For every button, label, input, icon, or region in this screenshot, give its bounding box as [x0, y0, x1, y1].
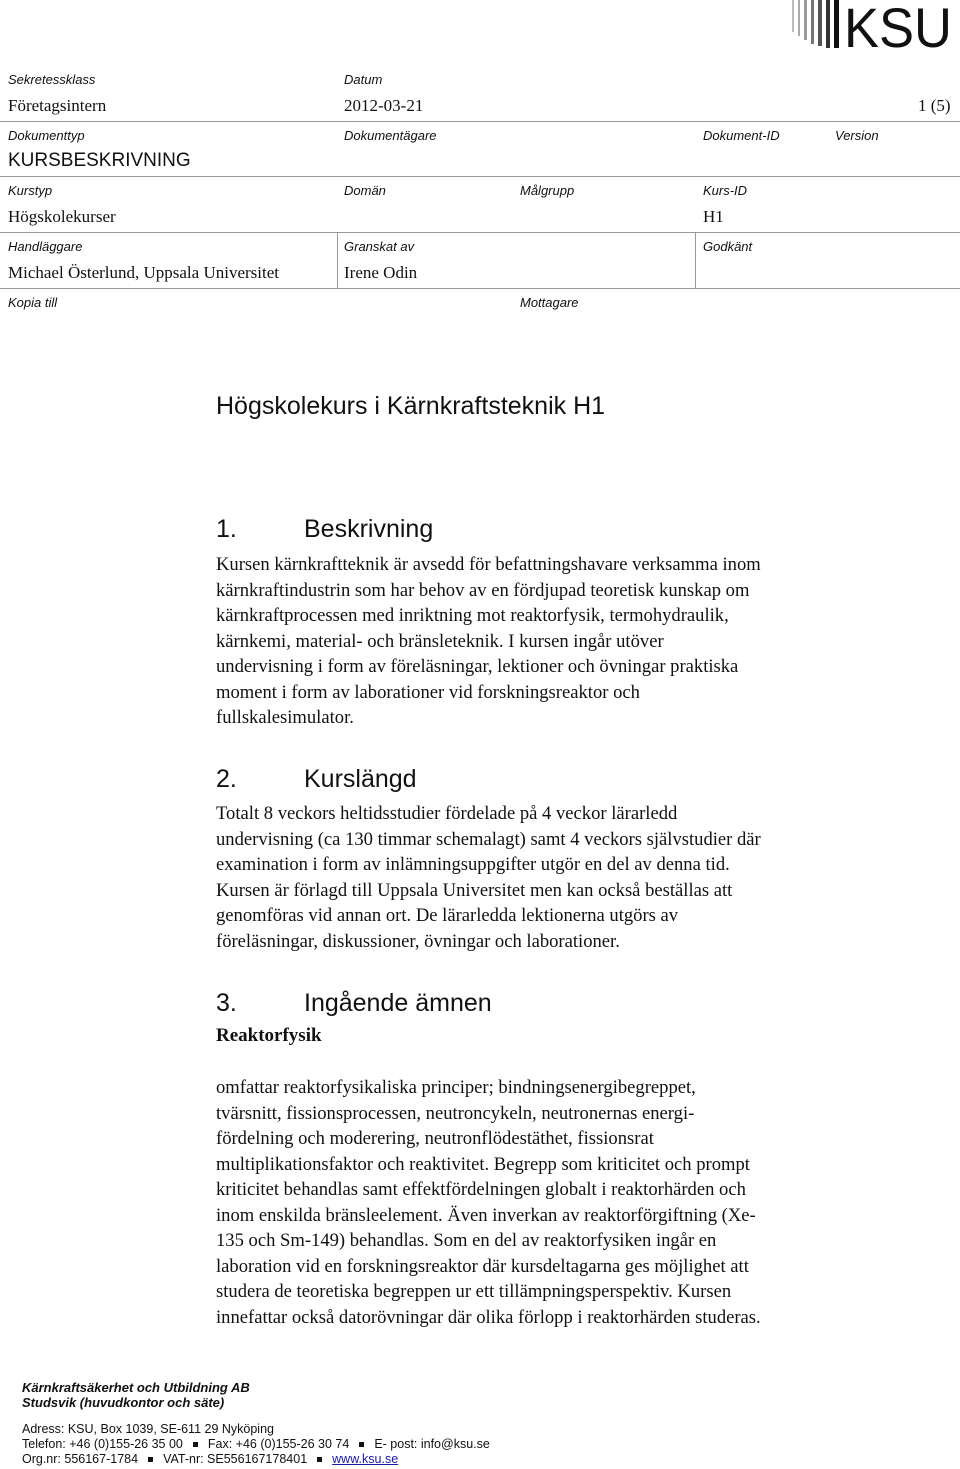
ksu-logo — [790, 0, 955, 52]
text-line: kärnkemi, material- och bränsleteknik. I kursen ingår utöver — [216, 630, 664, 652]
handlaggare-label: Handläggare — [8, 239, 83, 254]
malgrupp-label: Målgrupp — [520, 183, 575, 198]
text-line: inom enskilda bränsleelement. Även inverkan av reaktorförgiftning (Xe- — [216, 1204, 756, 1226]
text-line: undervisning (ca 130 timmar schemalagt) samt 4 veckors självstudier där — [216, 828, 761, 850]
footer-seat: Studsvik (huvudkontor och säte) — [22, 1395, 225, 1410]
divider — [0, 288, 960, 289]
footer — [22, 1380, 490, 1467]
text-line: kriticitet behandlas samt effektfördelningen globalt i reaktorhärden och — [216, 1179, 746, 1200]
footer-contact-row — [22, 1437, 490, 1452]
footer-email: E- post: info@ksu.se — [374, 1437, 490, 1451]
footer-fax: Fax: +46 (0)155-26 30 74 — [207, 1437, 350, 1451]
bullet-icon — [193, 1442, 198, 1447]
section-number: 1. — [216, 514, 237, 543]
text-line: Kursen är förlagd till Uppsala Universitet men kan också beställas att — [216, 879, 733, 901]
text-line: fördelning och moderering, neutronflödestäthet, fissionsrat — [216, 1128, 654, 1149]
text-line: multiplikationsfaktor och reaktivitet. Begrepp som kriticitet och prompt — [216, 1153, 750, 1175]
text-line: innefattar också datorövningar där olika förlopp i reaktorhärden studeras. — [216, 1306, 761, 1328]
text-line: moment i form av laborationer vid forskningsreaktor och — [216, 681, 640, 703]
kursid-label: Kurs-ID — [703, 183, 748, 198]
dokumentid-label: Dokument-ID — [703, 128, 780, 143]
kopia-label: Kopia till — [8, 295, 58, 310]
footer-registration-row — [22, 1452, 490, 1467]
section-title: Beskrivning — [304, 514, 434, 543]
kurstyp-label: Kurstyp — [8, 183, 53, 198]
section-kurslangd — [216, 762, 906, 954]
mottagare-label: Mottagare — [520, 295, 579, 310]
divider — [0, 121, 960, 122]
dokumenttyp-label: Dokumenttyp — [8, 128, 85, 143]
section-number: 3. — [216, 988, 237, 1017]
section-title: Ingående ämnen — [304, 988, 492, 1017]
footer-orgnr: Org.nr: 556167-1784 — [22, 1452, 139, 1466]
footer-phone: Telefon: +46 (0)155-26 35 00 — [22, 1437, 183, 1451]
divider — [337, 232, 338, 288]
footer-company: Kärnkraftsäkerhet och Utbildning AB — [22, 1380, 250, 1395]
text-line: fullskalesimulator. — [216, 707, 354, 728]
subheading-reaktorfysik: Reaktorfysik — [216, 1025, 322, 1046]
section-body — [216, 552, 906, 731]
bullet-icon — [148, 1457, 153, 1462]
text-line: kärnkraftprocessen med inriktning mot reaktorfysik, termohydraulik, — [216, 605, 729, 626]
text-line: 135 och Sm-149) behandlas. Som en del av reaktorfysiken ingår en — [216, 1230, 717, 1251]
divider — [0, 232, 960, 233]
text-line: genomföras vid annan ort. De lärarledda lektionerna utgörs av — [216, 905, 679, 926]
text-line: tvärsnitt, fissionsprocessen, neutroncykeln, neutronernas energi- — [216, 1102, 695, 1124]
section-ingaende-amnen — [216, 986, 906, 1330]
section-body — [216, 1075, 906, 1330]
text-line: Kursen kärnkraftteknik är avsedd för befattningshavare verksamma inom — [216, 554, 761, 575]
text-line: laboration vid en forskningsreaktor där kursdeltagarna ges möjlighet att — [216, 1255, 749, 1277]
granskat-label: Granskat av — [344, 239, 415, 254]
divider — [695, 232, 696, 288]
dokumenttyp-value: KURSBESKRIVNING — [8, 150, 191, 171]
section-number: 2. — [216, 764, 237, 793]
text-line: omfattar reaktorfysikaliska principer; bindningsenergibegreppet, — [216, 1077, 696, 1098]
section-title: Kurslängd — [304, 764, 417, 793]
handlaggare-value: Michael Österlund, Uppsala Universitet — [8, 263, 279, 282]
godkant-label: Godkänt — [703, 239, 753, 254]
text-line: undervisning i form av föreläsningar, lektioner och övningar praktiska — [216, 656, 739, 677]
sekretessklass-label: Sekretessklass — [8, 72, 96, 87]
document-title: Högskolekurs i Kärnkraftsteknik H1 — [216, 392, 606, 420]
text-line: föreläsningar, diskussioner, övningar och laborationer. — [216, 930, 620, 952]
sekretessklass-value: Företagsintern — [8, 96, 107, 115]
section-beskrivning — [216, 512, 906, 731]
dokumentagare-label: Dokumentägare — [344, 128, 437, 143]
section-body — [216, 801, 906, 954]
footer-address: Adress: KSU, Box 1039, SE-611 29 Nyköping — [22, 1422, 274, 1436]
doman-label: Domän — [344, 183, 386, 198]
page-number: 1 (5) — [918, 96, 951, 115]
text-line: kärnkraftindustrin som har behov av en fördjupad teoretisk kunskap om — [216, 579, 750, 601]
datum-value: 2012-03-21 — [344, 96, 424, 115]
text-line: studera de teoretiska begreppen ur ett tillämpningsperspektiv. Kursen — [216, 1281, 732, 1302]
granskat-value: Irene Odin — [344, 263, 418, 282]
text-line: examination i form av inlämningsuppgifter utgör en del av denna tid. — [216, 854, 730, 875]
datum-label: Datum — [344, 72, 383, 87]
bullet-icon — [359, 1442, 364, 1447]
logo-text: KSU — [844, 0, 952, 52]
kurstyp-value: Högskolekurser — [8, 207, 116, 226]
version-label: Version — [835, 128, 879, 143]
footer-web-link[interactable]: www.ksu.se — [332, 1452, 399, 1466]
section-heading — [216, 762, 906, 796]
bullet-icon — [317, 1457, 322, 1462]
kursid-value: H1 — [703, 207, 724, 226]
footer-vatnr: VAT-nr: SE556167178401 — [163, 1452, 308, 1466]
divider — [0, 176, 960, 177]
text-line: Totalt 8 veckors heltidsstudier fördelade på 4 veckor lärarledd — [216, 803, 678, 824]
section-heading — [216, 512, 906, 546]
section-heading — [216, 986, 906, 1020]
